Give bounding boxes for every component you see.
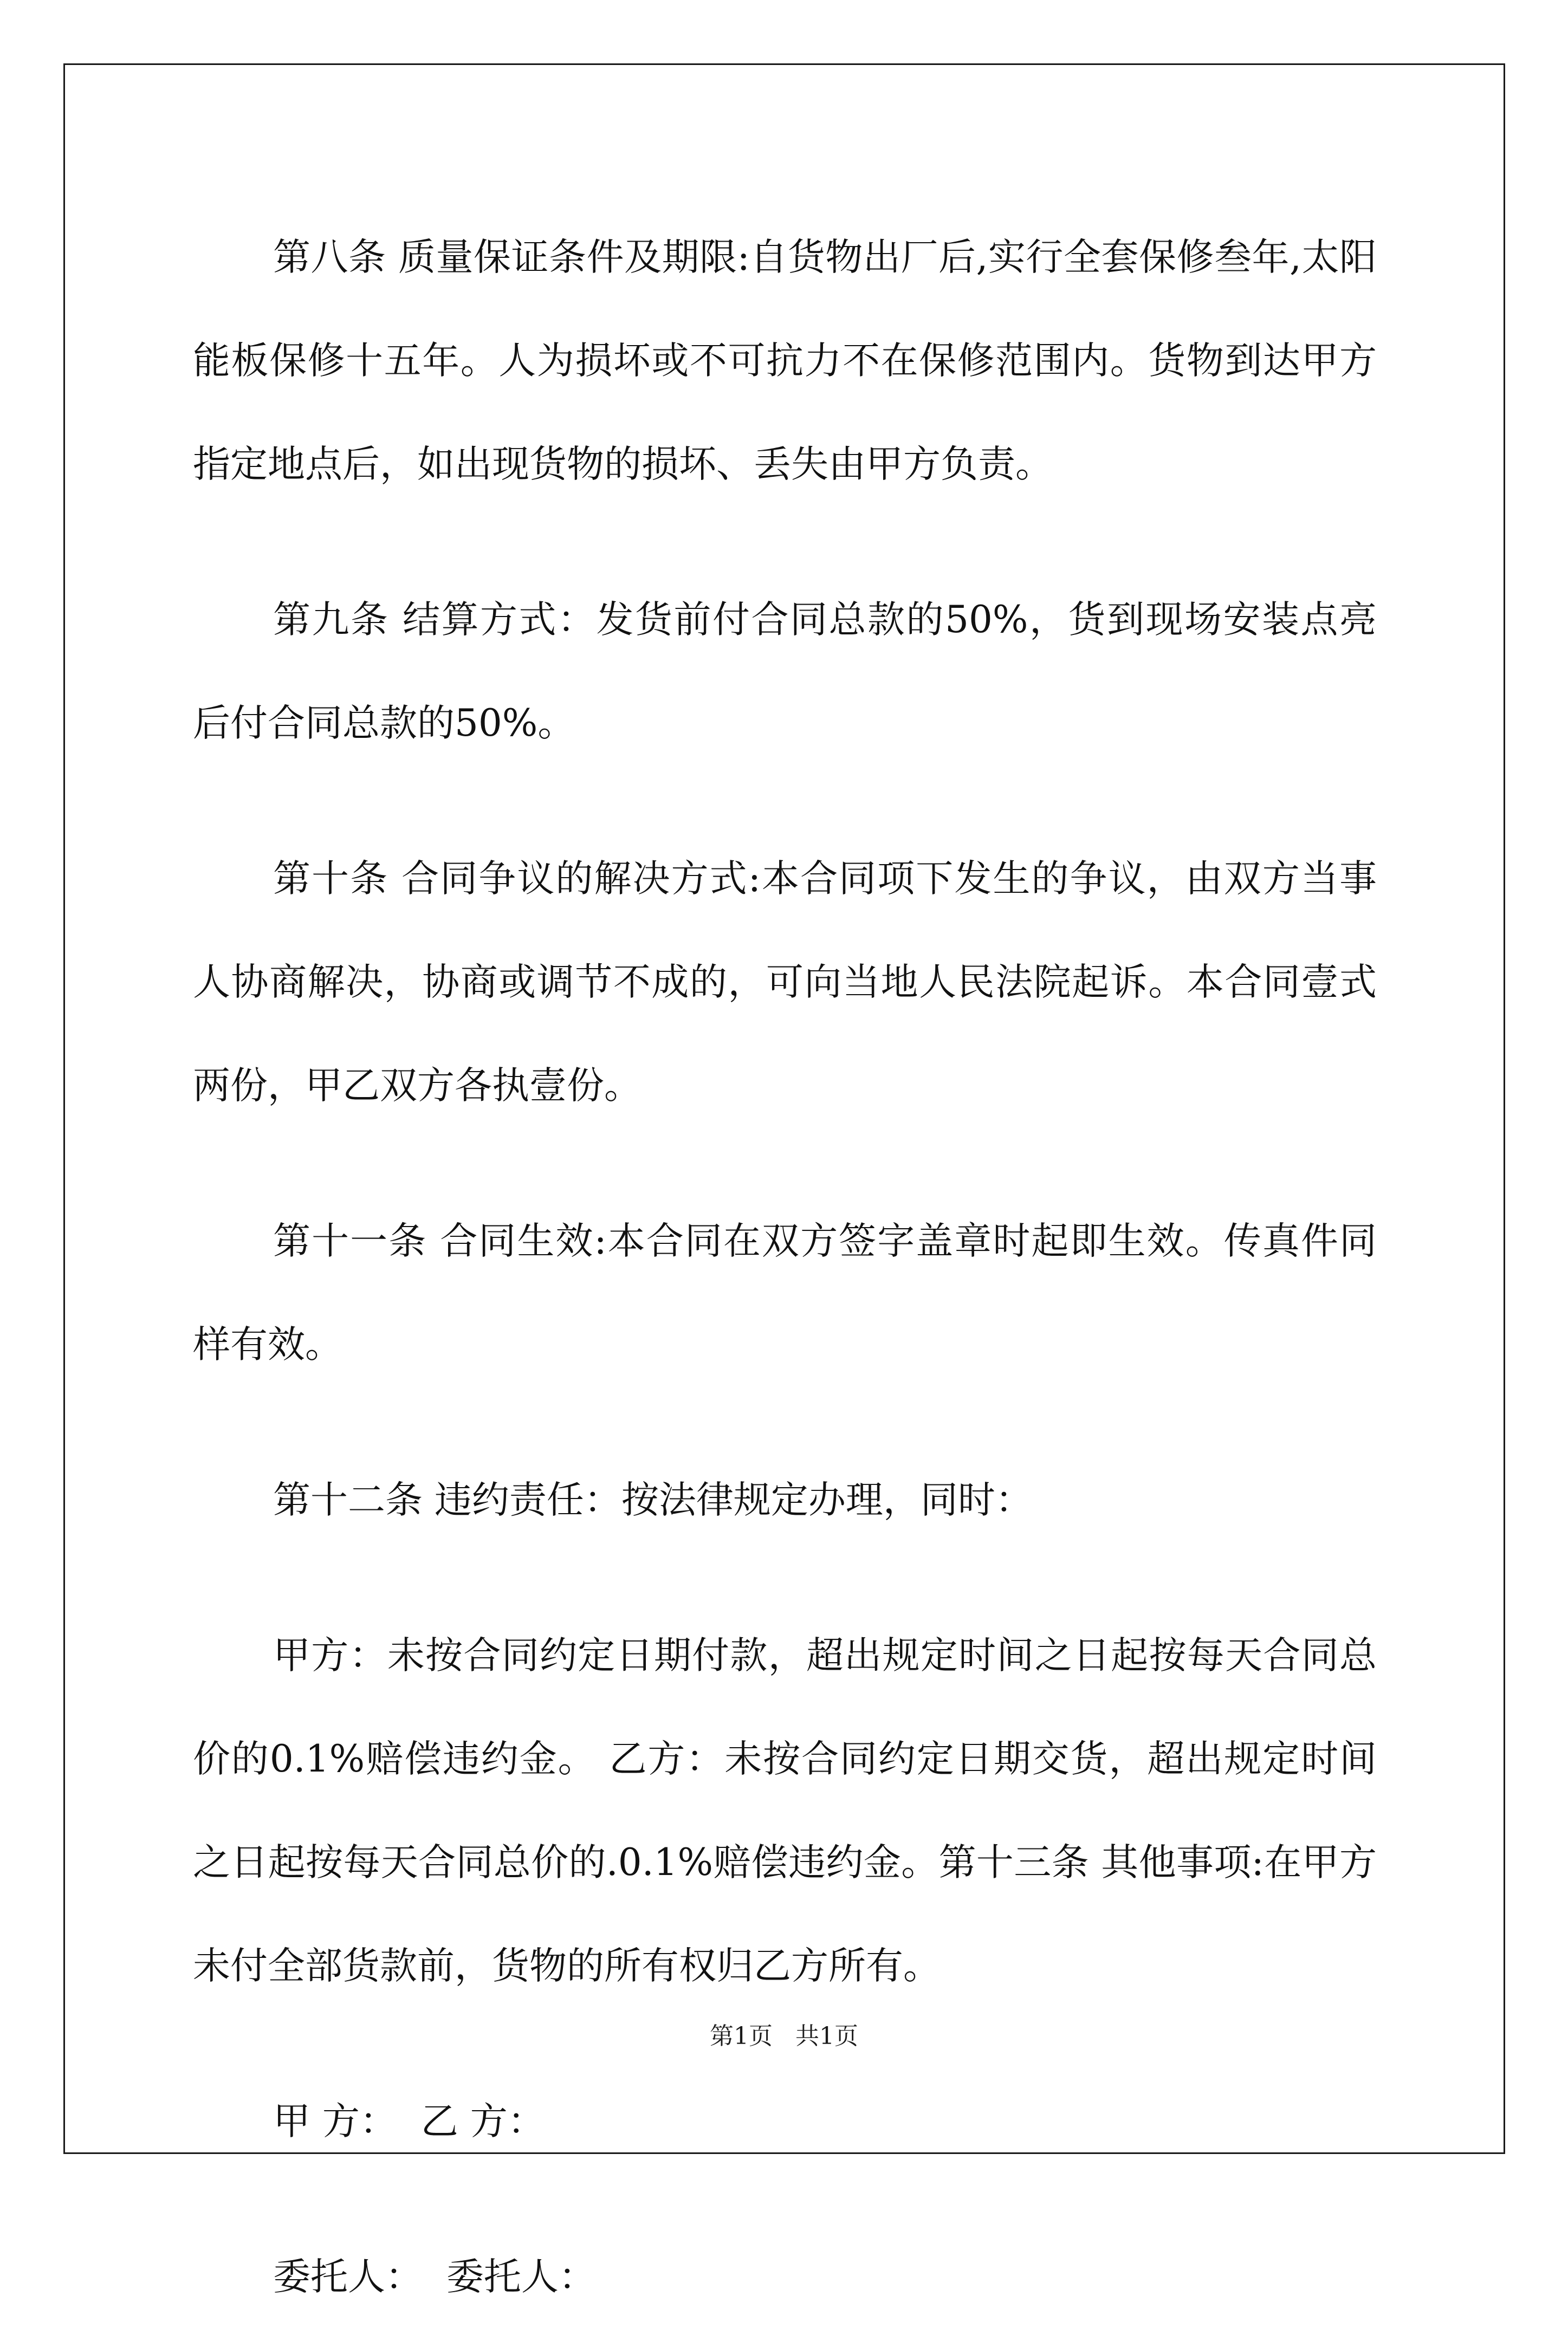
- clause-12-paragraph: 第十二条 违约责任：按法律规定办理，同时：: [273, 1478, 1033, 1522]
- breach-terms-paragraph: 甲方：未按合同约定日期付款，超出规定时间之日起按每天合同总价的0.1%赔偿违约金。 乙方：未按合同约定日期交货，超出规定时间之日起按每天合同总价的.0.1%赔偿违约金。第十三条 其他事项:在甲方未付全部货款前，货物的所有权归乙方所有。: [193, 1634, 1377, 1988]
- document-body: [193, 206, 1377, 2329]
- page-number-footer: 第1页 共1页: [710, 2022, 858, 2050]
- clause-11-paragraph: 第十一条 合同生效:本合同在双方签字盖章时起即生效。传真件同样有效。: [193, 1219, 1377, 1366]
- clause-9-paragraph: 第九条 结算方式：发货前付合同总款的50%，货到现场安装点亮后付合同总款的50%。: [193, 598, 1377, 745]
- signature-parties-line: 甲 方： 乙 方：: [273, 2100, 545, 2143]
- clause-10-paragraph: 第十条 合同争议的解决方式:本合同项下发生的争议，由双方当事人协商解决，协商或调节不成的，可向当地人民法院起诉。本合同壹式两份，甲乙双方各执壹份。: [193, 857, 1377, 1107]
- clause-8-paragraph: 第八条 质量保证条件及期限:自货物出厂后,实行全套保修叁年,太阳能板保修十五年。人为损坏或不可抗力不在保修范围内。货物到达甲方指定地点后，如出现货物的损坏、丢失由甲方负责。: [193, 236, 1377, 486]
- signature-agents-line: 委托人： 委托人：: [273, 2255, 596, 2299]
